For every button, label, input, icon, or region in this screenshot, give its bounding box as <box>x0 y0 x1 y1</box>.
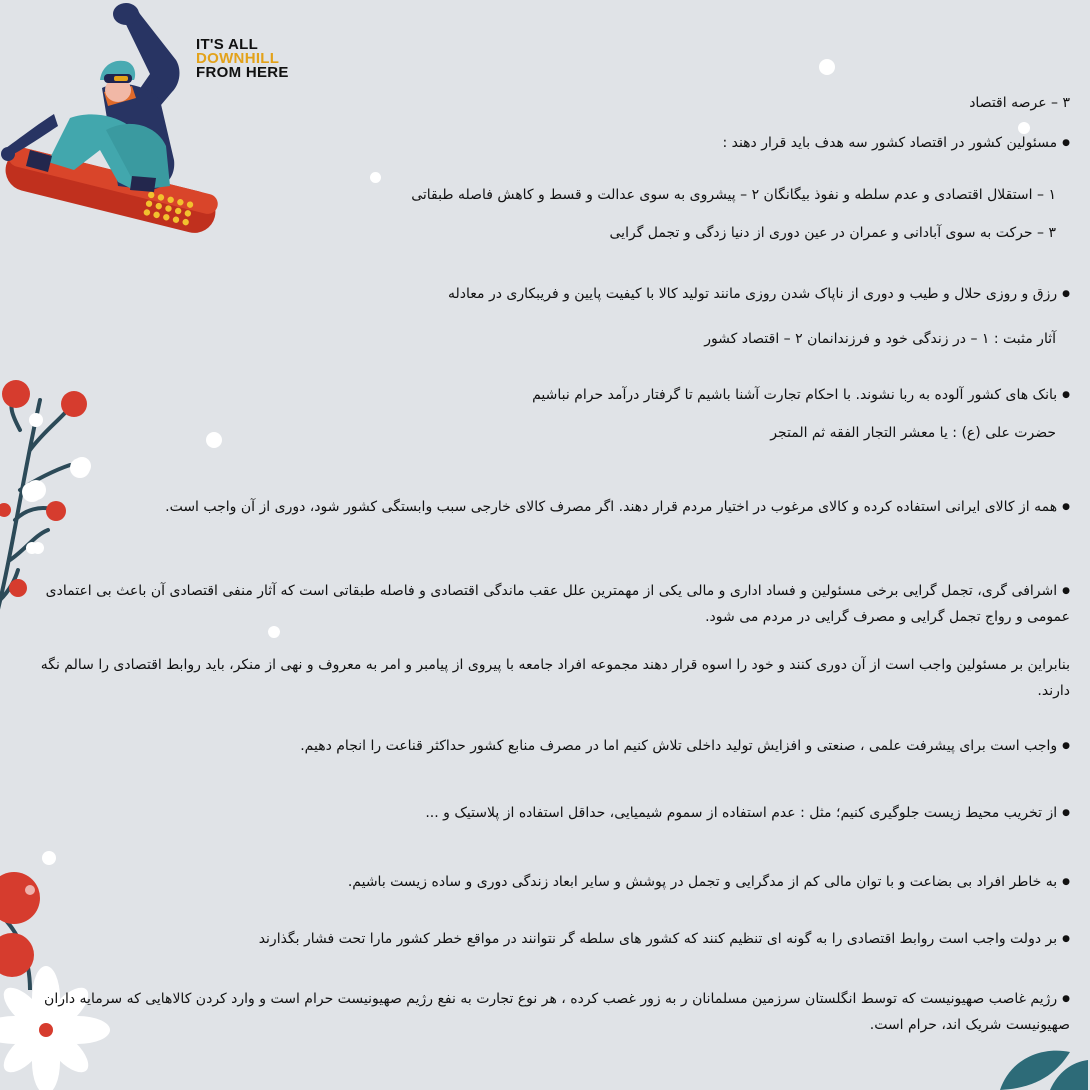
bullet-5 <box>20 578 1070 630</box>
bullet-2-line-2: آثار مثبت : ۱ – در زندگی خود و فرزندانمان ۲ – اقتصاد کشور <box>704 331 1056 347</box>
section-heading: ۳ – عرصه اقتصاد <box>969 95 1070 111</box>
snowflake <box>819 59 835 75</box>
bullet-7-text: از تخریب محیط زیست جلوگیری کنیم؛ مثل : عدم استفاده از سموم شیمیایی، حداقل استفاده از پلاستیک و ... <box>425 805 1058 821</box>
bullet-7 <box>20 800 1070 826</box>
bullet-2 <box>20 281 1070 307</box>
bullet-6-text: واجب است برای پیشرفت علمی ، صنعتی و افزایش تولید داخلی تلاش کنیم اما در مصرف منابع کشور حداکثر قناعت را انجام دهیم. <box>300 738 1058 754</box>
snowflake <box>26 542 38 554</box>
bullet-10 <box>20 986 1070 1038</box>
title-line-2: DOWNHILL <box>196 50 280 67</box>
snowflake <box>70 458 90 478</box>
bullet-1-text: مسئولین کشور در اقتصاد کشور سه هدف باید قرار دهند : <box>722 135 1058 151</box>
bullet-5-paragraph-2: بنابراین بر مسئولین واجب است از آن دوری کنند و خود را اسوه قرار دهند مجموعه افراد جامعه با پیروی از پیامبر و امر به معروف و نهی از منکر، باید روابط اقتصادی را سالم نگه دارند. <box>40 657 1070 699</box>
snowflake <box>42 851 56 865</box>
bullet-8-text: به خاطر افراد بی بضاعت و با توان مالی کم از مدگرایی و تجمل در پوشش و سایر ابعاد زندگی دوری و ساده زیست باشیم. <box>347 874 1058 890</box>
bullet-8 <box>20 869 1070 895</box>
bullet-5-text: اشرافی گری، تجمل گرایی برخی مسئولین و فساد اداری و مالی یکی از مهمترین علل عقب ماندگی اقتصادی و فاصله طبقاتی است که آثار منفی اقتصادی آن باعث بی اعتمادی عمومی و رواج تجمل گرایی و مصرف گرایی در مردم می شود. <box>45 583 1070 625</box>
bullet-1-intro <box>20 130 1070 156</box>
bullet-2-text: رزق و روزی حلال و طیب و دوری از ناپاک شدن روزی مانند تولید کالا با کیفیت پایین و فریبکاری در معادله <box>447 286 1058 302</box>
title-line-3: FROM HERE <box>196 64 289 81</box>
bullet-1-item-2: ۳ – حرکت به سوی آبادانی و عمران در عین دوری از دنیا زدگی و تجمل گرایی <box>609 225 1056 241</box>
bullet-3-line-2: حضرت علی (ع) : یا معشر التجار الفقه ثم المتجر <box>770 425 1056 441</box>
bullet-3-text: بانک های کشور آلوده به ربا نشوند. با احکام تجارت آشنا باشیم تا گرفتار درآمد حرام نباشیم <box>532 387 1058 403</box>
bullet-4 <box>20 494 1070 520</box>
bullet-6 <box>20 733 1070 759</box>
teal-leaf <box>990 1048 1090 1090</box>
poster-title <box>196 38 289 80</box>
bullet-1-item-1: ۱ – استقلال اقتصادی و عدم سلطه و نفوذ بیگانگان ۲ – پیشروی به سوی عدالت و قسط و کاهش فاصله طبقاتی <box>411 187 1056 203</box>
bullet-9-text: بر دولت واجب است روابط اقتصادی را به گونه ای تنظیم کنند که کشور های سلطه گر نتوانند در مواقع خطر کشور مارا تحت فشار بگذارند <box>258 931 1058 947</box>
bullet-9 <box>20 926 1070 952</box>
bullet-3 <box>20 382 1070 408</box>
bullet-10-text: رژیم غاصب صهیونیست که توسط انگلستان سرزمین مسلمانان ر به زور غصب کرده ، هر نوع تجارت به نفع رژیم صهیونیست حرام است و وارد کردن کالاهایی که سرمایه داران صهیونیست شریک اند، حرام است. <box>44 991 1070 1033</box>
bullet-4-text: همه از کالای ایرانی استفاده کرده و کالای مرغوب در اختیار مردم قرار دهند. اگر مصرف کالای خارجی سبب وابستگی کشور شود، دوری از آن واجب است. <box>165 499 1058 515</box>
title-line-1: IT'S ALL <box>196 36 259 53</box>
